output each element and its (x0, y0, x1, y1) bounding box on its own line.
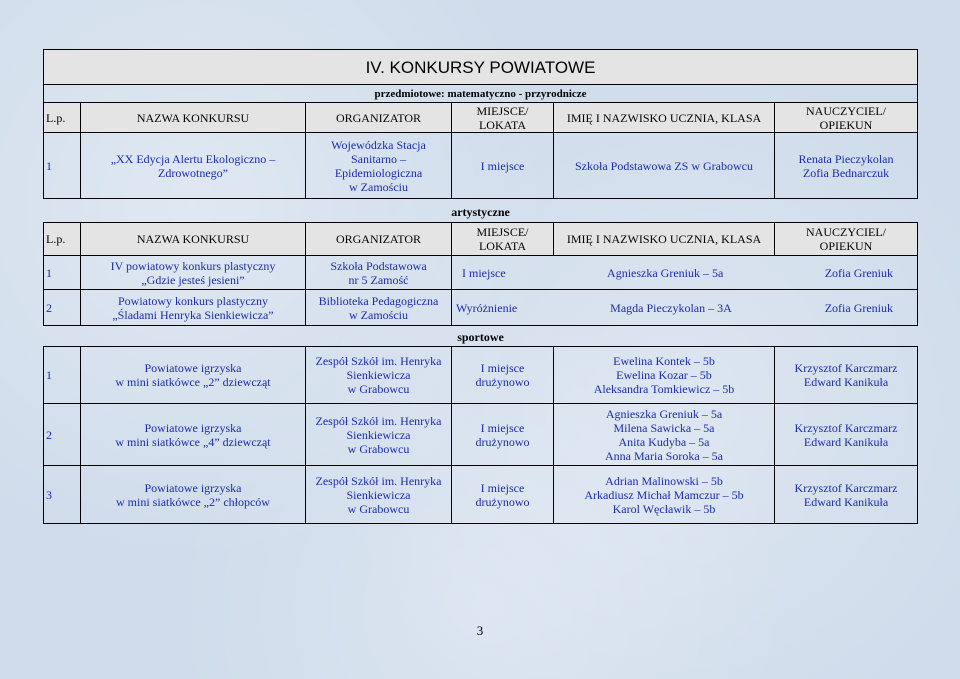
page-subtitle: przedmiotowe: matematyczno - przyrodnicze (44, 85, 918, 103)
row-nauczyciel: Renata Pieczykolan Zofia Bednarczuk (775, 133, 918, 199)
row-uczen: Agnieszka Greniuk – 5a (607, 265, 724, 280)
row-nazwa: Powiatowe igrzyska w mini siatkówce „4” dziewcząt (81, 404, 306, 466)
row-organizator: Zespół Szkół im. Henryka Sienkiewicza w Grabowcu (306, 347, 452, 404)
page-number: 3 (476, 623, 484, 638)
col-nauczyciel: NAUCZYCIEL/ OPIEKUN (775, 103, 918, 133)
table-row (44, 404, 918, 466)
col-nazwa: NAZWA KONKURSU (81, 223, 306, 256)
col-lp: L.p. (44, 103, 81, 133)
row-organizator: Wojewódzka Stacja Sanitarno – Epidemiologiczna w Zamościu (306, 133, 452, 199)
row-miejsce: I miejsce drużynowo (452, 347, 554, 404)
row-nazwa: Powiatowe igrzyska w mini siatkówce „2” chłopców (81, 466, 306, 524)
row-uczen: Magda Pieczykolan – 3A (610, 300, 732, 315)
row-nauczyciel: Krzysztof Karczmarz Edward Kanikuła (775, 347, 918, 404)
table-row (44, 347, 918, 404)
row-uczen: Adrian Malinowski – 5b Arkadiusz Michał Mamczur – 5b Karol Węcławik – 5b (554, 466, 775, 524)
row-miejsce: I miejsce (462, 265, 506, 280)
col-uczen: IMIĘ I NAZWISKO UCZNIA, KLASA (554, 103, 775, 133)
row-nazwa: Powiatowy konkurs plastyczny „Śladami Henryka Sienkiewicza” (81, 290, 306, 326)
col-miejsce: MIEJSCE/ LOKATA (452, 103, 554, 133)
row-lp: 2 (44, 404, 81, 466)
row-uczen: Szkoła Podstawowa ZS w Grabowcu (554, 133, 775, 199)
col-uczen: IMIĘ I NAZWISKO UCZNIA, KLASA (554, 223, 775, 256)
row-uczen-combined (452, 256, 918, 290)
section-artystyczne: artystyczne (451, 205, 510, 219)
row-nauczyciel: Zofia Greniuk (824, 300, 894, 315)
table-przyrodnicze (43, 49, 918, 199)
row-organizator: Zespół Szkół im. Henryka Sienkiewicza w Grabowcu (306, 466, 452, 524)
col-organizator: ORGANIZATOR (306, 103, 452, 133)
table-artystyczne (43, 202, 918, 326)
row-lp: 1 (44, 133, 81, 199)
row-lp: 3 (44, 466, 81, 524)
row-uczen: Ewelina Kontek – 5b Ewelina Kozar – 5b Aleksandra Tomkiewicz – 5b (554, 347, 775, 404)
table-row (44, 256, 918, 290)
row-miejsce: Wyróżnienie (456, 300, 518, 315)
row-nauczyciel: Krzysztof Karczmarz Edward Kanikuła (775, 466, 918, 524)
row-nazwa: „XX Edycja Alertu Ekologiczno – Zdrowotnego” (81, 133, 306, 199)
col-organizator: ORGANIZATOR (306, 223, 452, 256)
row-miejsce: I miejsce (452, 133, 554, 199)
row-organizator: Szkoła Podstawowa nr 5 Zamość (306, 256, 452, 290)
row-organizator: Zespół Szkół im. Henryka Sienkiewicza w Grabowcu (306, 404, 452, 466)
table-row (44, 466, 918, 524)
row-nauczyciel: Zofia Greniuk (824, 265, 894, 280)
row-nazwa: Powiatowe igrzyska w mini siatkówce „2” dziewcząt (81, 347, 306, 404)
section-sportowe: sportowe (457, 330, 504, 344)
row-miejsce: I miejsce drużynowo (452, 404, 554, 466)
table-row (44, 290, 918, 326)
row-nazwa: IV powiatowy konkurs plastyczny „Gdzie jesteś jesieni” (81, 256, 306, 290)
row-uczen: Agnieszka Greniuk – 5a Milena Sawicka – 5a Anita Kudyba – 5a Anna Maria Soroka – 5a (554, 404, 775, 466)
col-nazwa: NAZWA KONKURSU (81, 103, 306, 133)
page-title: IV. KONKURSY POWIATOWE (44, 50, 918, 85)
col-nauczyciel: NAUCZYCIEL/ OPIEKUN (775, 223, 918, 256)
table-row (44, 133, 918, 199)
row-organizator: Biblioteka Pedagogiczna w Zamościu (306, 290, 452, 326)
row-lp: 1 (44, 256, 81, 290)
row-uczen-combined (452, 290, 918, 326)
col-miejsce: MIEJSCE/ LOKATA (452, 223, 554, 256)
row-miejsce: I miejsce drużynowo (452, 466, 554, 524)
table-sportowe (43, 328, 918, 524)
row-nauczyciel: Krzysztof Karczmarz Edward Kanikuła (775, 404, 918, 466)
row-lp: 1 (44, 347, 81, 404)
col-lp: L.p. (44, 223, 81, 256)
row-lp: 2 (44, 290, 81, 326)
